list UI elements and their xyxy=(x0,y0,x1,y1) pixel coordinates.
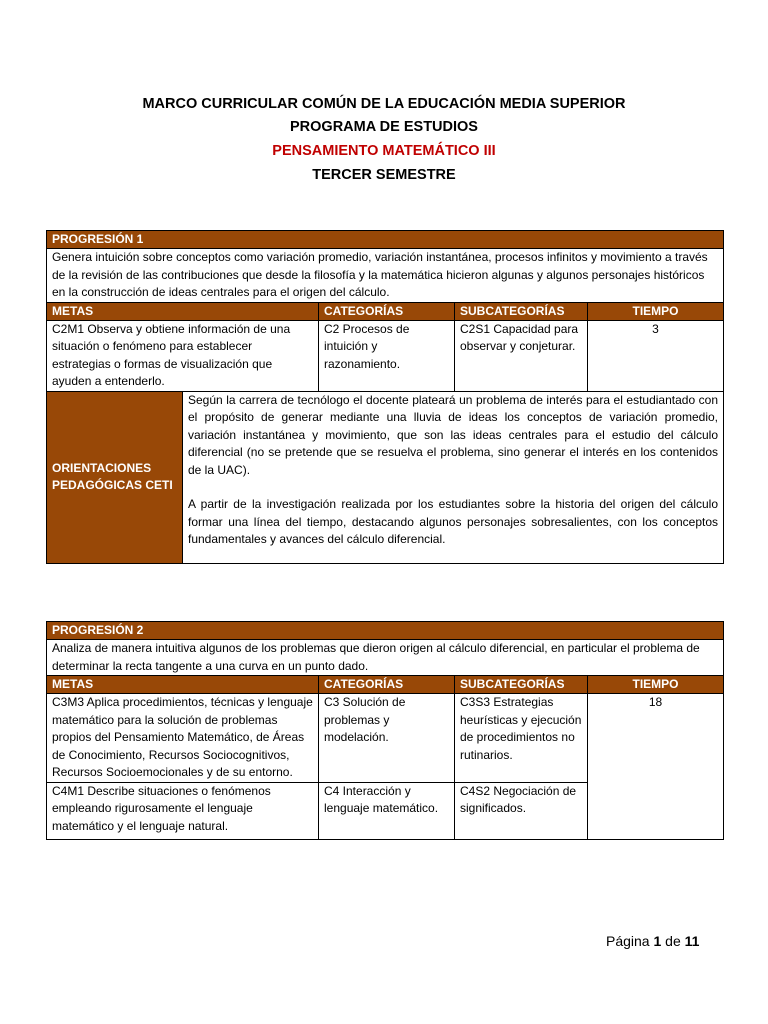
categoria-cell: C4 Interacción y lenguaje matemático. xyxy=(319,782,455,839)
document-title: MARCO CURRICULAR COMÚN DE LA EDUCACIÓN MEDIA SUPERIOR xyxy=(142,96,626,112)
page-number xyxy=(606,933,699,949)
metas-header: METAS xyxy=(47,676,319,694)
progresion-1-title: PROGRESIÓN 1 xyxy=(47,231,724,249)
current-page: 1 xyxy=(653,933,662,949)
subcategoria-cell: C2S1 Capacidad para observar y conjeturar. xyxy=(455,320,588,391)
progresion-1-description: Genera intuición sobre conceptos como variación promedio, variación instantánea, procesos infinitos y movimiento a través de la revisión de las contribuciones que desde la filosofía y la matemática hicieron algunas y algunos personajes históricos en la construcción de ideas centrales para el origen del cálculo. xyxy=(47,249,724,303)
meta-cell: C3M3 Aplica procedimientos, técnicas y lenguaje matemático para la solución de problemas propios del Pensamiento Matemático, de Áreas de Conocimiento, Recursos Sociocognitivos, Recursos Socioemocionales y de su entorno. xyxy=(47,694,319,783)
subcategoria-cell: C4S2 Negociación de significados. xyxy=(455,782,588,839)
orientaciones-paragraph-2: A partir de la investigación realizada por los estudiantes sobre la historia del origen del cálculo formar una línea del tiempo, destacando algunos personajes sobresalientes, con los conceptos fundamentales y avances del cálculo diferencial. xyxy=(188,497,719,546)
orientaciones-paragraph-1: Según la carrera de tecnólogo el docente plateará un problema de interés para el estudiantado con el propósito de generar mediante una lluvia de ideas los conceptos de variación promedio, variación instantánea y movimiento, que son las ideas centrales para el estudio del cálculo diferencial (no se pretende que se resuelva el problema, sino generar el interés en los contenidos de la UAC). xyxy=(188,392,719,477)
tiempo-header: TIEMPO xyxy=(588,302,724,320)
progresion-2-description: Analiza de manera intuitiva algunos de los problemas que dieron origen al cálculo diferencial, en particular el problema de determinar la recta tangente a una curva en un punto dado. xyxy=(47,640,724,676)
orientaciones-content xyxy=(183,391,724,563)
tiempo-cell: 18 xyxy=(588,694,724,840)
subcategorias-header: SUBCATEGORÍAS xyxy=(455,302,588,320)
progresion-2-table xyxy=(46,621,724,840)
progresion-2-title: PROGRESIÓN 2 xyxy=(47,622,724,640)
progresion-1-table xyxy=(46,230,724,564)
meta-cell: C4M1 Describe situaciones o fenómenos empleando rigurosamente el lenguaje matemático y el lenguaje natural. xyxy=(47,782,319,839)
categorias-header: CATEGORÍAS xyxy=(319,302,455,320)
document-subtitle: PROGRAMA DE ESTUDIOS xyxy=(290,119,478,135)
categoria-cell: C3 Solución de problemas y modelación. xyxy=(319,694,455,783)
page-label: Página xyxy=(606,933,650,949)
categoria-cell: C2 Procesos de intuición y razonamiento. xyxy=(319,320,455,391)
subject-title: PENSAMIENTO MATEMÁTICO III xyxy=(272,143,496,159)
orientaciones-label: ORIENTACIONES PEDAGÓGICAS CETI xyxy=(47,391,183,563)
total-pages: 11 xyxy=(684,933,700,949)
metas-header: METAS xyxy=(47,302,319,320)
subcategorias-header: SUBCATEGORÍAS xyxy=(455,676,588,694)
categorias-header: CATEGORÍAS xyxy=(319,676,455,694)
tiempo-header: TIEMPO xyxy=(588,676,724,694)
semester-title: TERCER SEMESTRE xyxy=(312,167,456,183)
tiempo-cell: 3 xyxy=(588,320,724,391)
of-label: de xyxy=(665,933,681,949)
subcategoria-cell: C3S3 Estrategias heurísticas y ejecución de procedimientos no rutinarios. xyxy=(455,694,588,783)
meta-cell: C2M1 Observa y obtiene información de una situación o fenómeno para establecer estrategias o formas de visualización que ayuden a entenderlo. xyxy=(47,320,319,391)
